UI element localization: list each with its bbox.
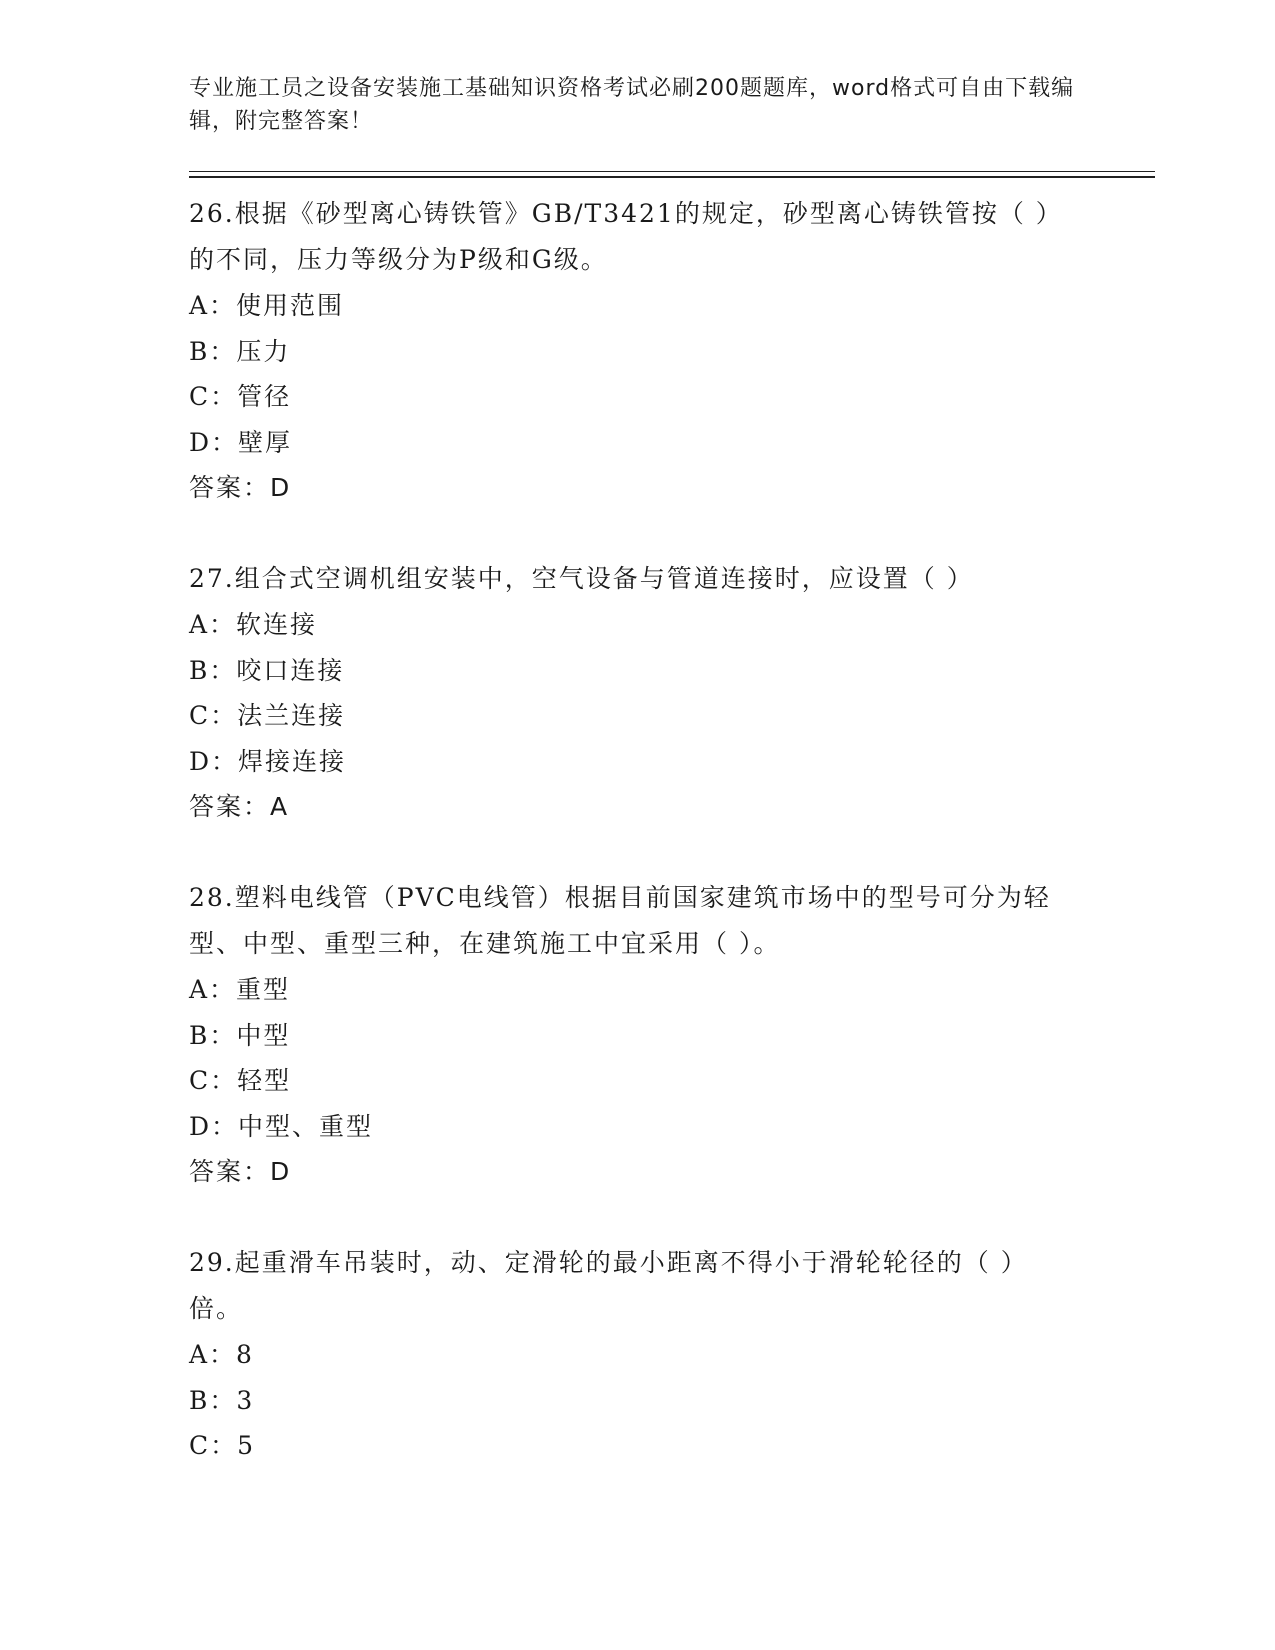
- header-text: 专业施工员之设备安装施工基础知识资格考试必刷200题题库，word格式可自由下载编辑，附完整答案！: [189, 76, 1075, 134]
- question-stem: 28.塑料电线管（PVC电线管）根据目前国家建筑市场中的型号可分为轻型、中型、重型三种，在建筑施工中宜采用（ ）。: [189, 883, 1051, 958]
- option-a: A：软连接: [189, 610, 318, 639]
- option-d: D：焊接连接: [189, 746, 347, 776]
- header-divider-thick: [189, 176, 1155, 178]
- question-stem: 26.根据《砂型离心铸铁管》GB/T3421的规定，砂型离心铸铁管按（ ）的不同，压力等级分为P级和G级。: [189, 199, 1063, 274]
- document-header: [189, 72, 1079, 138]
- question-29: [189, 1240, 1069, 1469]
- option-b: B：3: [189, 1385, 255, 1415]
- option-a: A：重型: [189, 975, 291, 1004]
- option-c: C：法兰连接: [189, 701, 346, 730]
- question-stem: 29.起重滑车吊装时，动、定滑轮的最小距离不得小于滑轮轮径的（ ）倍。: [189, 1248, 1028, 1323]
- option-d: D：壁厚: [189, 427, 293, 457]
- answer-line: 答案：D: [189, 1157, 292, 1186]
- option-a: A：使用范围: [189, 291, 345, 320]
- question-27: [189, 556, 1069, 830]
- question-26: [189, 191, 1069, 511]
- question-list: [189, 191, 1069, 1514]
- header-divider-thin: [189, 171, 1155, 172]
- answer-line: 答案：D: [189, 473, 292, 502]
- question-28: [189, 875, 1069, 1195]
- answer-line: 答案：A: [189, 792, 290, 821]
- option-a: A：8: [189, 1340, 254, 1369]
- option-b: B：咬口连接: [189, 655, 345, 685]
- option-b: B：压力: [189, 336, 291, 366]
- question-stem: 27.组合式空调机组安装中，空气设备与管道连接时，应设置（ ）: [189, 564, 974, 593]
- option-c: C：5: [189, 1431, 256, 1460]
- option-b: B：中型: [189, 1020, 291, 1050]
- option-d: D：中型、重型: [189, 1111, 374, 1141]
- option-c: C：管径: [189, 382, 292, 411]
- option-c: C：轻型: [189, 1066, 292, 1095]
